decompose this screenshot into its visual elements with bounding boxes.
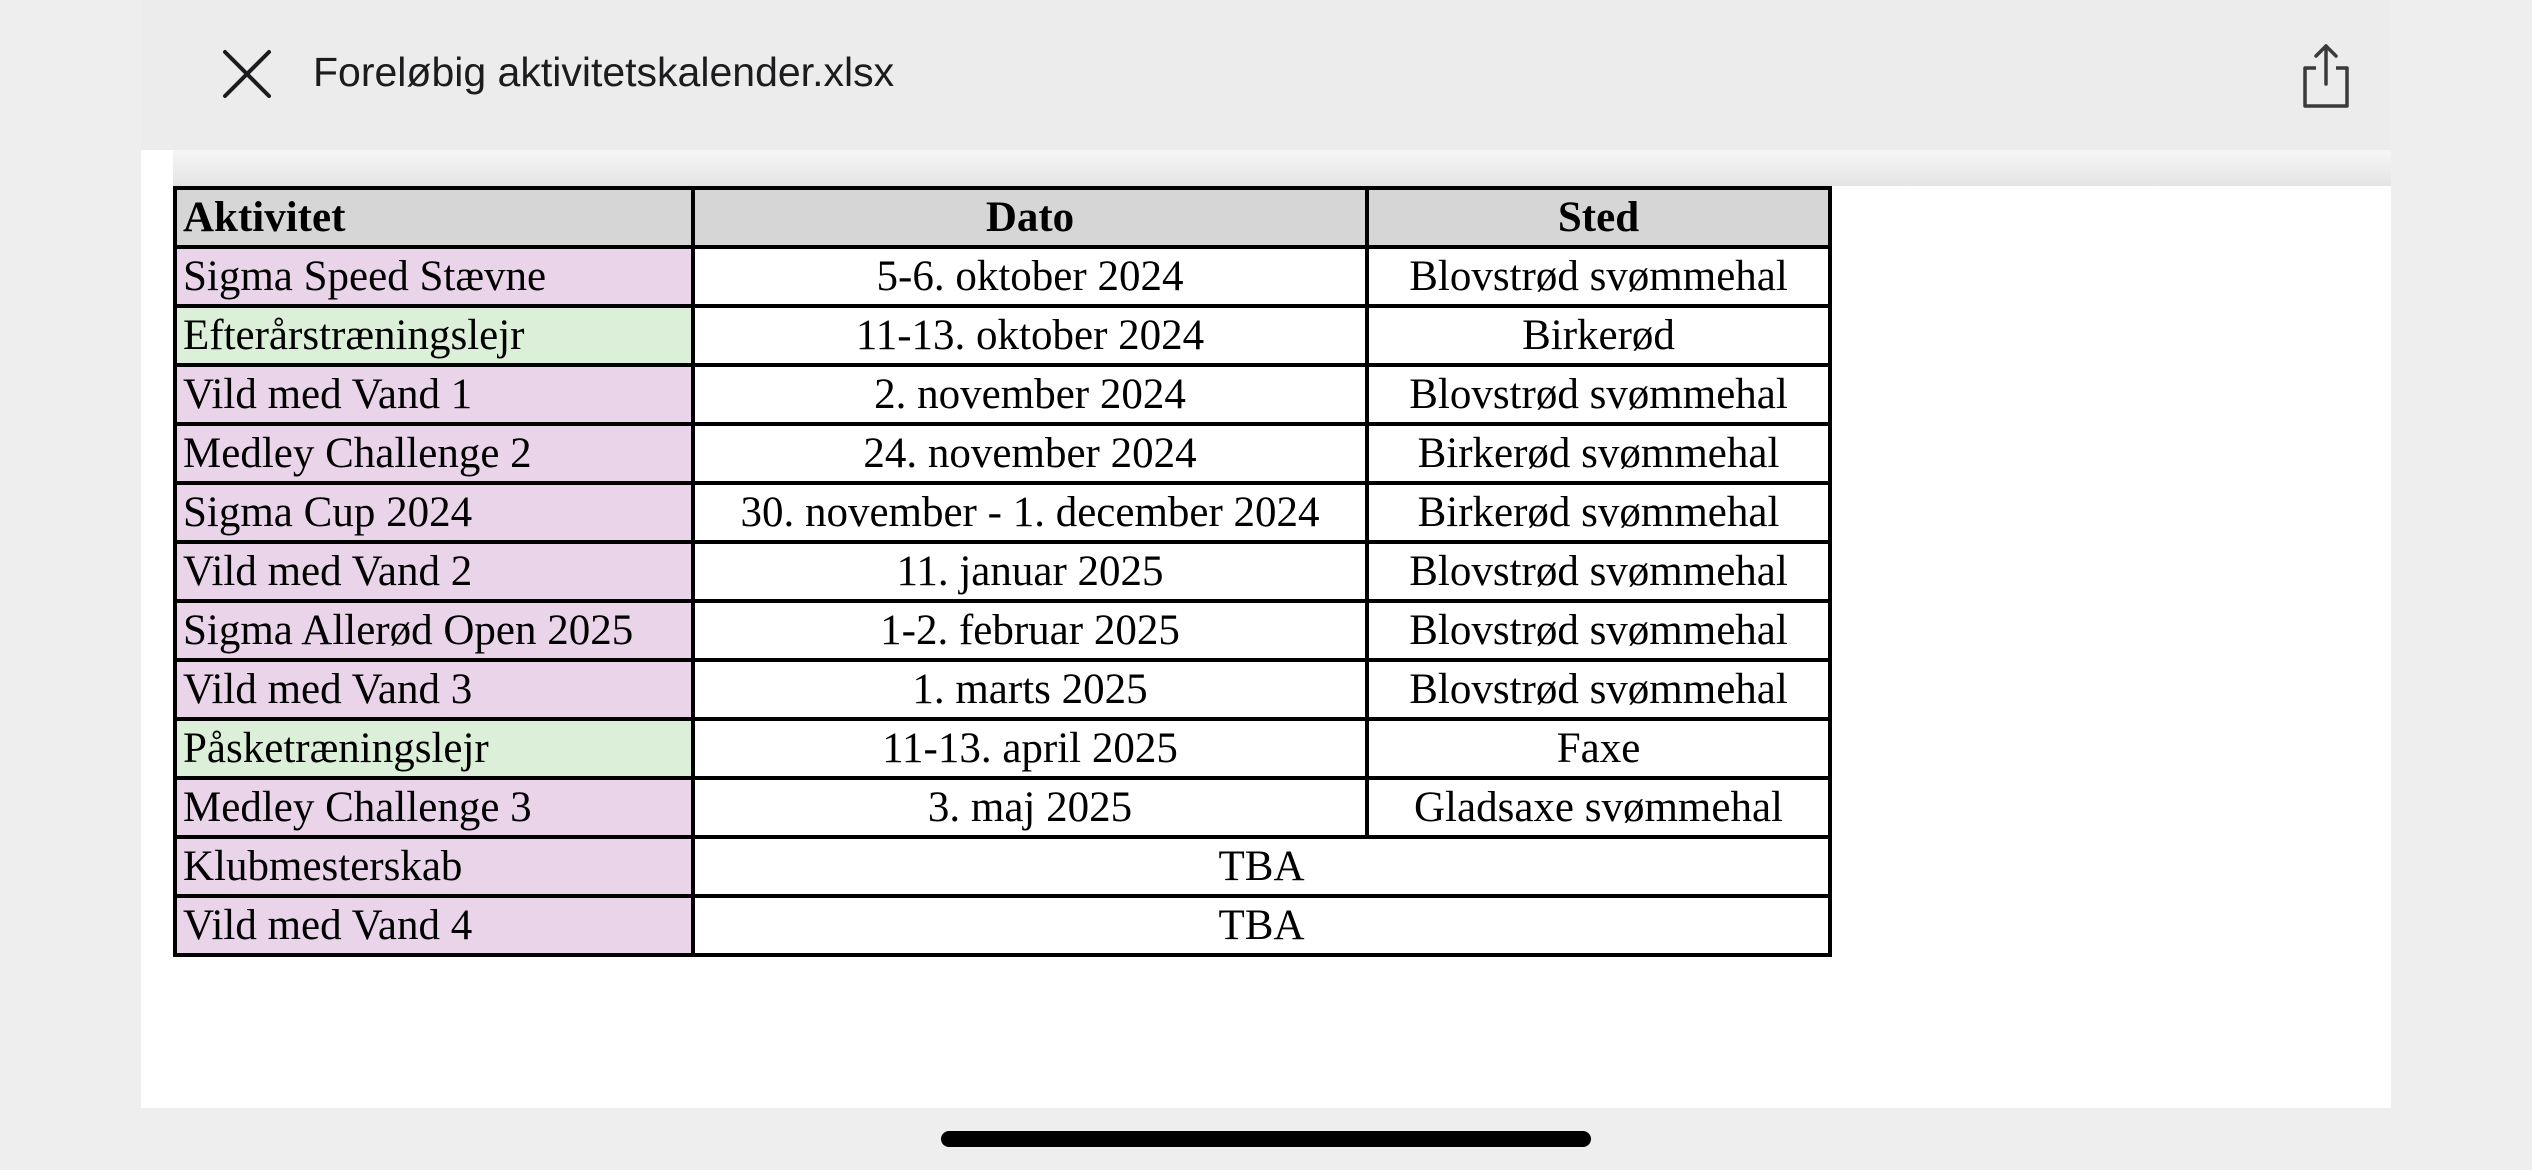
cell-dato[interactable]: 1-2. februar 2025 xyxy=(693,601,1367,660)
cell-aktivitet[interactable]: Påsketræningslejr xyxy=(175,719,693,778)
table-row xyxy=(175,424,1830,483)
cell-dato[interactable]: 5-6. oktober 2024 xyxy=(693,247,1367,306)
cell-aktivitet[interactable]: Vild med Vand 3 xyxy=(175,660,693,719)
cell-aktivitet[interactable]: Sigma Allerød Open 2025 xyxy=(175,601,693,660)
share-button[interactable] xyxy=(2299,42,2353,110)
document-viewer xyxy=(141,0,2391,1108)
cell-sted[interactable]: Birkerød svømmehal xyxy=(1367,424,1830,483)
table-row xyxy=(175,542,1830,601)
cell-dato[interactable]: 30. november - 1. december 2024 xyxy=(693,483,1367,542)
table-row xyxy=(175,660,1830,719)
cell-aktivitet[interactable]: Medley Challenge 2 xyxy=(175,424,693,483)
cell-dato[interactable]: 1. marts 2025 xyxy=(693,660,1367,719)
cell-sted[interactable]: Gladsaxe svømmehal xyxy=(1367,778,1830,837)
table-row xyxy=(175,365,1830,424)
cell-sted[interactable]: Birkerød xyxy=(1367,306,1830,365)
cell-dato[interactable]: 2. november 2024 xyxy=(693,365,1367,424)
cell-sted[interactable]: Blovstrød svømmehal xyxy=(1367,365,1830,424)
close-button[interactable] xyxy=(219,46,275,102)
sheet-header-strip xyxy=(173,150,2391,186)
table-row xyxy=(175,247,1830,306)
table-row xyxy=(175,719,1830,778)
table-row xyxy=(175,601,1830,660)
cell-aktivitet[interactable]: Sigma Speed Stævne xyxy=(175,247,693,306)
cell-dato[interactable]: 3. maj 2025 xyxy=(693,778,1367,837)
cell-aktivitet[interactable]: Efterårstræningslejr xyxy=(175,306,693,365)
cell-sted[interactable]: Blovstrød svømmehal xyxy=(1367,660,1830,719)
file-title: Foreløbig aktivitetskalender.xlsx xyxy=(313,49,895,95)
header-dato[interactable]: Dato xyxy=(693,188,1367,247)
header-sted[interactable]: Sted xyxy=(1367,188,1830,247)
cell-sted[interactable]: Blovstrød svømmehal xyxy=(1367,247,1830,306)
cell-aktivitet[interactable]: Vild med Vand 4 xyxy=(175,896,693,955)
home-indicator[interactable] xyxy=(941,1131,1591,1147)
cell-sted[interactable]: Faxe xyxy=(1367,719,1830,778)
cell-aktivitet[interactable]: Vild med Vand 1 xyxy=(175,365,693,424)
cell-dato[interactable]: 11-13. oktober 2024 xyxy=(693,306,1367,365)
cell-dato[interactable]: 11-13. april 2025 xyxy=(693,719,1367,778)
table-row xyxy=(175,837,1830,896)
table-row xyxy=(175,483,1830,542)
share-icon xyxy=(2299,42,2353,110)
table-row xyxy=(175,306,1830,365)
close-icon xyxy=(219,46,275,102)
cell-dato-sted-merged[interactable]: TBA xyxy=(693,837,1830,896)
cell-dato-sted-merged[interactable]: TBA xyxy=(693,896,1830,955)
header-aktivitet[interactable]: Aktivitet xyxy=(175,188,693,247)
top-toolbar xyxy=(141,0,2391,150)
table-row xyxy=(175,778,1830,837)
cell-aktivitet[interactable]: Vild med Vand 2 xyxy=(175,542,693,601)
cell-dato[interactable]: 24. november 2024 xyxy=(693,424,1367,483)
cell-aktivitet[interactable]: Medley Challenge 3 xyxy=(175,778,693,837)
activity-calendar-table xyxy=(173,186,1832,957)
cell-sted[interactable]: Blovstrød svømmehal xyxy=(1367,601,1830,660)
cell-sted[interactable]: Blovstrød svømmehal xyxy=(1367,542,1830,601)
table-row xyxy=(175,896,1830,955)
cell-sted[interactable]: Birkerød svømmehal xyxy=(1367,483,1830,542)
cell-dato[interactable]: 11. januar 2025 xyxy=(693,542,1367,601)
cell-aktivitet[interactable]: Sigma Cup 2024 xyxy=(175,483,693,542)
header-row xyxy=(175,188,1830,247)
cell-aktivitet[interactable]: Klubmesterskab xyxy=(175,837,693,896)
